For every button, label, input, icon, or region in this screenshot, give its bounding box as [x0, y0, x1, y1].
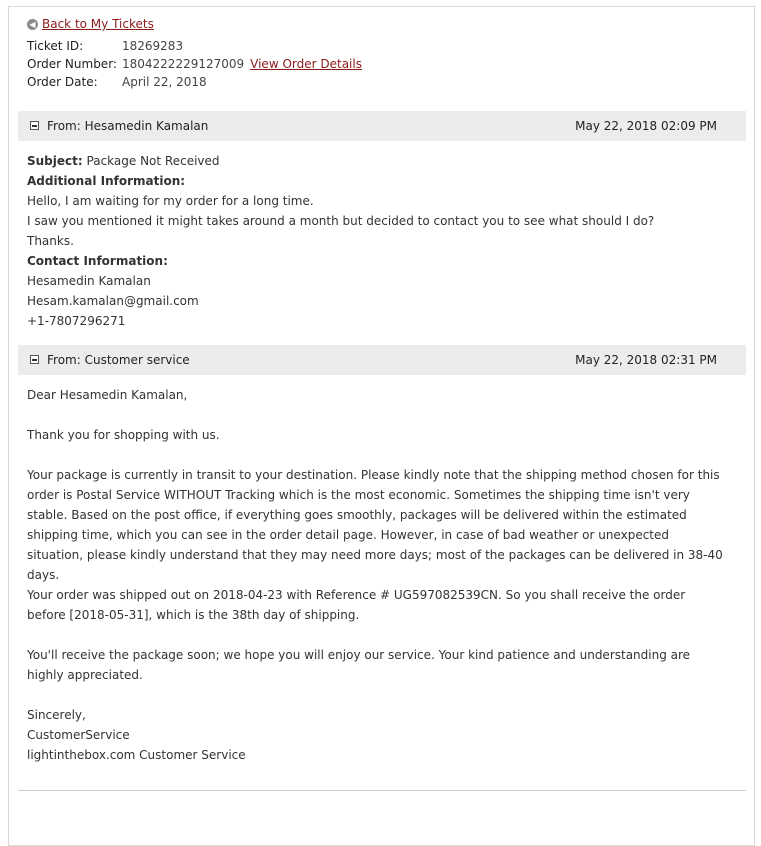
signature-line: Sincerely,: [27, 708, 86, 722]
back-to-tickets-link[interactable]: Back to My Tickets: [42, 17, 154, 31]
order-date-value: April 22, 2018: [122, 75, 207, 89]
contact-name: Hesamedin Kamalan: [27, 274, 151, 288]
subject-label: Subject:: [27, 154, 83, 168]
collapse-icon[interactable]: [30, 121, 39, 130]
contact-phone: +1-7807296271: [27, 314, 126, 328]
body-line: Thanks.: [27, 234, 74, 248]
view-order-details-link[interactable]: View Order Details: [250, 57, 362, 71]
subject-line: [27, 151, 220, 171]
transit-paragraph: Your package is currently in transit to your destination. Please kindly note that the shipping method chosen for this order is Postal Service WITHOUT Tracking which is the most economic. Sometimes the shipping time isn't very stable. Based on the post office, if everything goes smoothly, packages will be delivered within the estimated shipping time, which you can see in the order detail page. However, in case of bad weather or unexpected situation, please kindly understand that they may need more days; most of the packages can be delivered in 38-40 days.: [27, 468, 723, 582]
shipping-paragraph: Your order was shipped out on 2018-04-23 with Reference # UG597082539CN. So you shall receive the order before [2018-05-31], which is the 38th day of shipping.: [27, 588, 686, 622]
ticket-id-row: [27, 38, 183, 54]
message-header-customer[interactable]: [18, 111, 746, 141]
subject-value: Package Not Received: [86, 154, 220, 168]
message-from: From: Hesamedin Kamalan: [47, 119, 209, 133]
signature-line: lightinthebox.com Customer Service: [27, 748, 246, 762]
message-date: May 22, 2018 02:31 PM: [575, 353, 717, 367]
message-date: May 22, 2018 02:09 PM: [575, 119, 717, 133]
order-number-row: [27, 56, 362, 72]
signature-line: CustomerService: [27, 728, 130, 742]
thanks-line: Thank you for shopping with us.: [27, 428, 220, 442]
closing-paragraph: You'll receive the package soon; we hope you will enjoy our service. Your kind patience and understanding are highly appreciated.: [27, 648, 691, 682]
back-link-row[interactable]: [27, 16, 154, 32]
message-from: From: Customer service: [47, 353, 190, 367]
additional-info-label: Additional Information:: [27, 174, 186, 188]
contact-email: Hesam.kamalan@gmail.com: [27, 294, 199, 308]
greeting: Dear Hesamedin Kamalan,: [27, 388, 188, 402]
collapse-icon[interactable]: [30, 355, 39, 364]
order-number-value: 1804222229127009: [122, 57, 245, 71]
body-line: Hello, I am waiting for my order for a long time.: [27, 194, 314, 208]
order-date-row: [27, 74, 207, 90]
ticket-id-value: 18269283: [122, 39, 184, 53]
back-arrow-icon: ◀: [27, 19, 38, 30]
message-header-service[interactable]: [18, 345, 746, 375]
contact-info-label: Contact Information:: [27, 254, 168, 268]
divider: [18, 790, 746, 791]
ticket-id-label: Ticket ID:: [27, 39, 84, 53]
order-number-label: Order Number:: [27, 57, 117, 71]
body-line: I saw you mentioned it might takes around a month but decided to contact you to see what should I do?: [27, 214, 655, 228]
order-date-label: Order Date:: [27, 75, 98, 89]
